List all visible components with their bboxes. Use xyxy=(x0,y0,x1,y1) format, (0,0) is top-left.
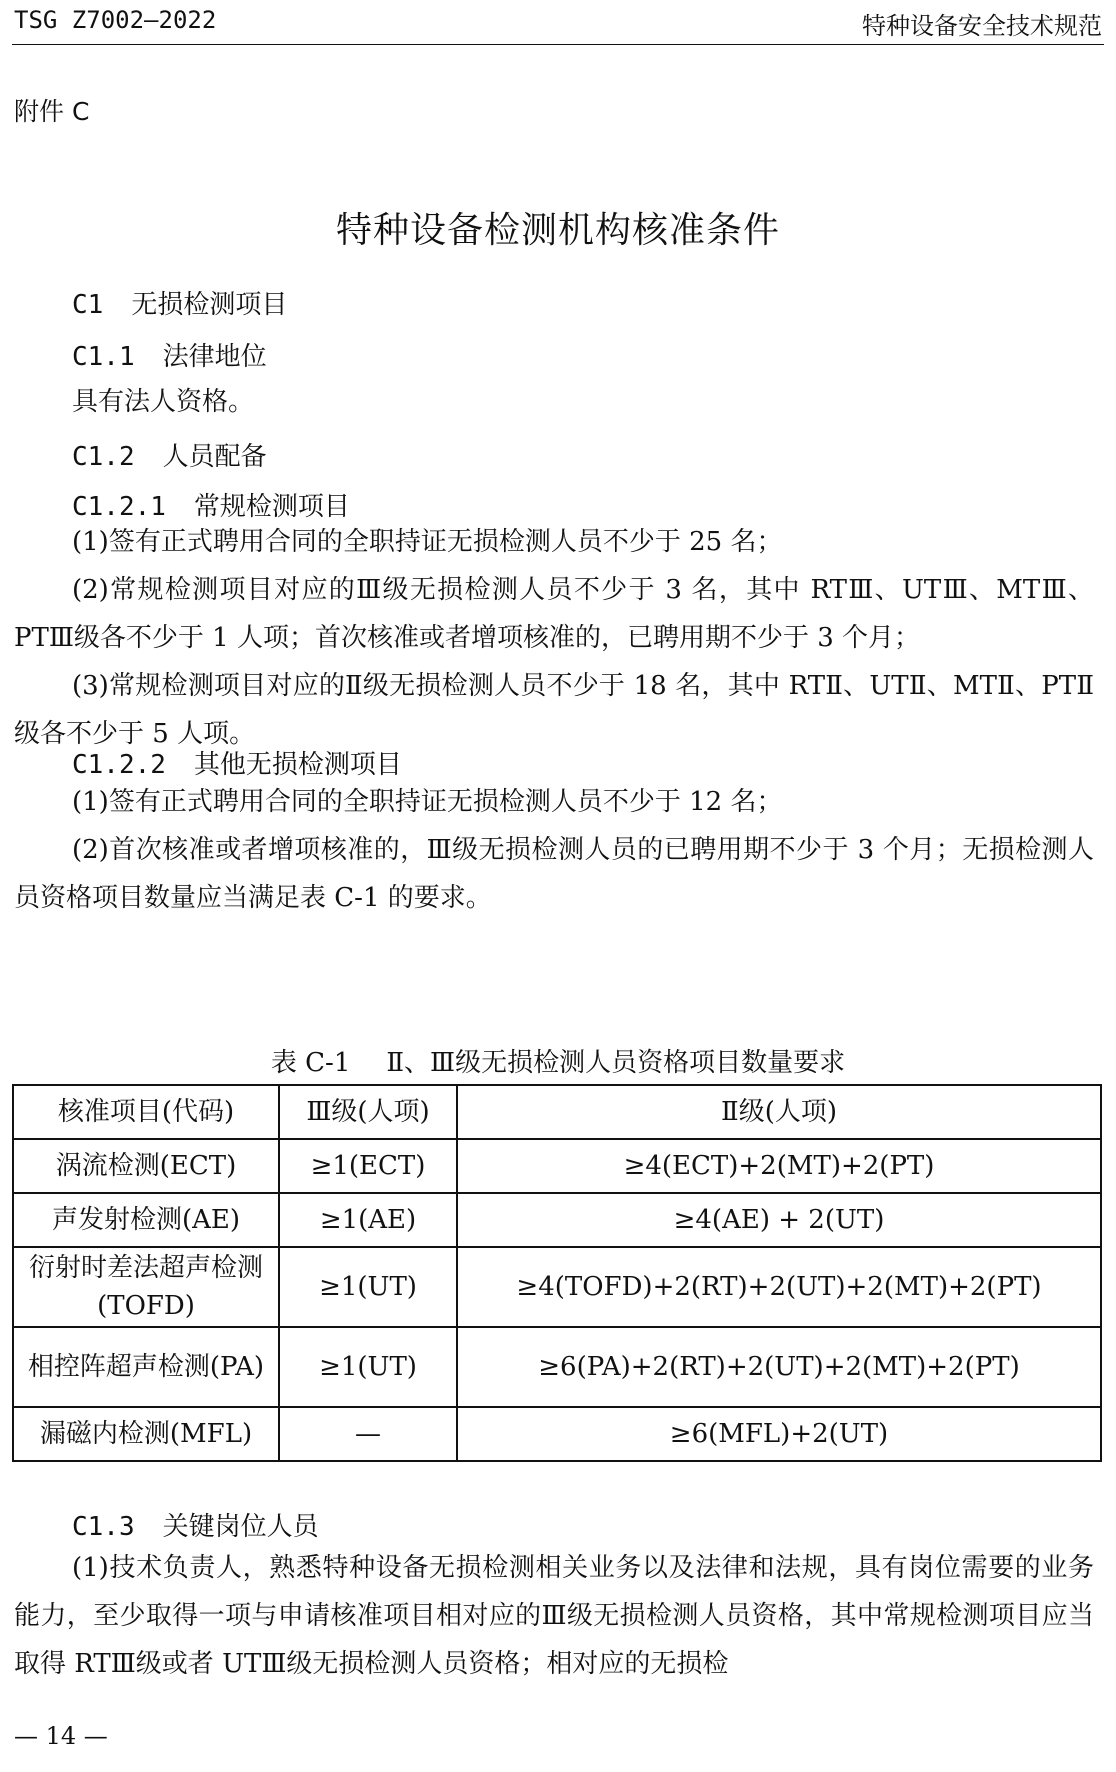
table-cell: ≥1(AE) xyxy=(279,1193,457,1247)
section-c1-2-2-heading xyxy=(72,744,402,781)
table-row xyxy=(13,1193,1101,1247)
list-item: (1)签有正式聘用合同的全职持证无损检测人员不少于 12 名； xyxy=(72,787,783,817)
page-number: — 14 — xyxy=(14,1722,108,1750)
table-row xyxy=(13,1139,1101,1193)
section-number: C1.2.2 xyxy=(72,750,166,780)
table-cell: ≥1(ECT) xyxy=(279,1139,457,1193)
requirements-table xyxy=(12,1084,1102,1462)
section-number: C1.3 xyxy=(72,1512,135,1542)
column-header: 核准项目(代码) xyxy=(13,1085,279,1139)
page-title: 特种设备检测机构核准条件 xyxy=(335,210,780,251)
section-c1-1-heading xyxy=(72,336,267,373)
table-cell: 涡流检测(ECT) xyxy=(13,1139,279,1193)
section-title: 人员配备 xyxy=(162,442,267,472)
paragraph: (1)技术负责人，熟悉特种设备无损检测相关业务以及法律和法规，具有岗位需要的业务能力，至少取得一项与申请核准项目相对应的Ⅲ级无损检测人员资格，其中常规检测项目应当取得 RTⅢ级或者 UTⅢ级无损检测人员资格；相对应的无损检 xyxy=(14,1553,1094,1679)
section-title: 常规检测项目 xyxy=(193,492,350,522)
appendix-label: 附件 C xyxy=(14,97,90,126)
table-row xyxy=(13,1247,1101,1327)
section-c1-3-heading xyxy=(72,1506,319,1543)
section-title: 无损检测项目 xyxy=(131,290,288,320)
column-header: Ⅱ级(人项) xyxy=(457,1085,1101,1139)
section-title: 关键岗位人员 xyxy=(162,1512,319,1542)
table-title: Ⅱ、Ⅲ级无损检测人员资格项目数量要求 xyxy=(386,1048,846,1078)
table-cell: ≥4(TOFD)+2(RT)+2(UT)+2(MT)+2(PT) xyxy=(457,1247,1101,1327)
header-series-title: 特种设备安全技术规范 xyxy=(862,12,1102,40)
table-cell: ≥1(UT) xyxy=(279,1327,457,1407)
section-number: C1 xyxy=(72,290,104,320)
table-cell: 衍射时差法超声检测(TOFD) xyxy=(13,1247,279,1327)
section-number: C1.2.1 xyxy=(72,492,166,522)
column-header: Ⅲ级(人项) xyxy=(279,1085,457,1139)
table-row xyxy=(13,1327,1101,1407)
table-cell: ≥4(ECT)+2(MT)+2(PT) xyxy=(457,1139,1101,1193)
table-cell: ≥1(UT) xyxy=(279,1247,457,1327)
table-cell: ≥6(PA)+2(RT)+2(UT)+2(MT)+2(PT) xyxy=(457,1327,1101,1407)
table-header-row xyxy=(13,1085,1101,1139)
table-cell: 声发射检测(AE) xyxy=(13,1193,279,1247)
list-item: (1)签有正式聘用合同的全职持证无损检测人员不少于 25 名； xyxy=(72,527,783,557)
table-cell: 漏磁内检测(MFL) xyxy=(13,1407,279,1461)
section-number: C1.1 xyxy=(72,342,135,372)
table-cell: 相控阵超声检测(PA) xyxy=(13,1327,279,1407)
table-cell: ≥4(AE) + 2(UT) xyxy=(457,1193,1101,1247)
header-rule xyxy=(12,44,1104,45)
table-caption xyxy=(0,1042,1116,1079)
header-standard-code: TSG Z7002—2022 xyxy=(14,6,217,34)
table-cell: ≥6(MFL)+2(UT) xyxy=(457,1407,1101,1461)
table-row xyxy=(13,1407,1101,1461)
section-title: 法律地位 xyxy=(162,342,267,372)
table-cell: — xyxy=(279,1407,457,1461)
list-item: (3)常规检测项目对应的Ⅱ级无损检测人员不少于 18 名，其中 RTⅡ、UTⅡ、MTⅡ、PTⅡ级各不少于 5 人项。 xyxy=(14,671,1094,749)
section-number: C1.2 xyxy=(72,442,135,472)
table-number: 表 C-1 xyxy=(270,1048,351,1078)
paragraph: 具有法人资格。 xyxy=(72,387,255,417)
section-c1-2-heading xyxy=(72,436,267,473)
section-c1-heading xyxy=(72,284,287,321)
list-item: (2)首次核准或者增项核准的，Ⅲ级无损检测人员的已聘用期不少于 3 个月；无损检测人员资格项目数量应当满足表 C-1 的要求。 xyxy=(14,835,1094,913)
list-item: (2)常规检测项目对应的Ⅲ级无损检测人员不少于 3 名，其中 RTⅢ、UTⅢ、MTⅢ、PTⅢ级各不少于 1 人项；首次核准或者增项核准的，已聘用期不少于 3 个月； xyxy=(14,575,1094,653)
section-title: 其他无损检测项目 xyxy=(193,750,402,780)
